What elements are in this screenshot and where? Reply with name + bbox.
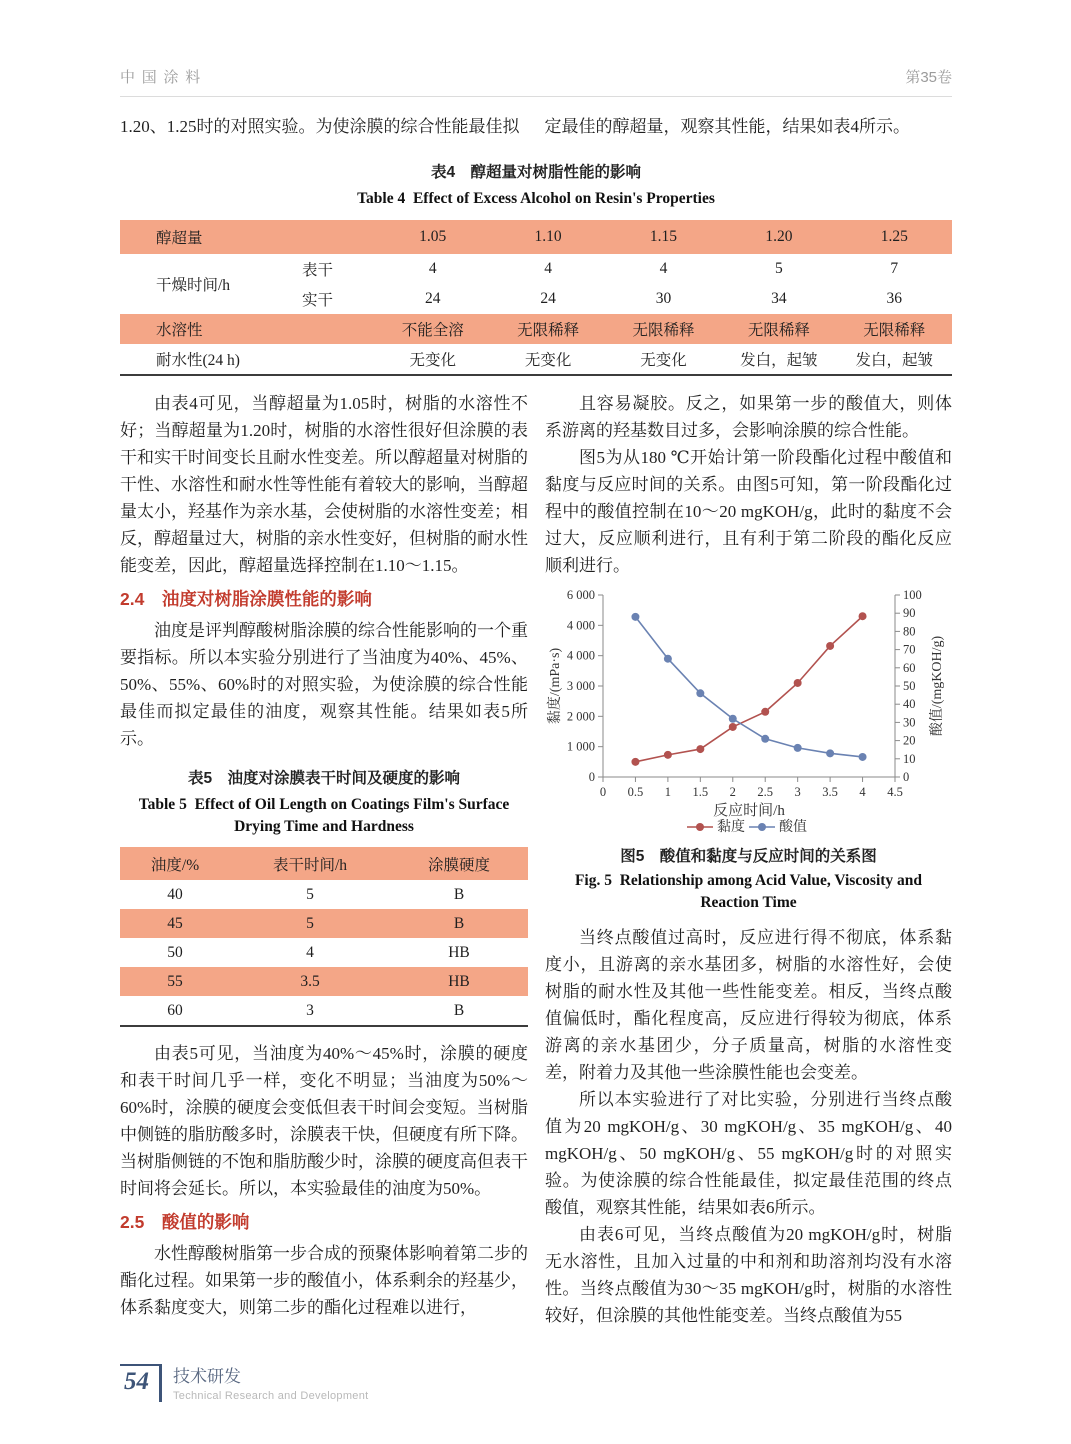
table-row — [120, 880, 528, 909]
two-column-body — [120, 390, 952, 1329]
paragraph: 油度是评判醇酸树脂涂膜的综合性能影响的一个重要指标。所以本实验分别进行了当油度为40%、45%、50%、55%、60%时的对照实验，为使涂膜的综合性能最佳而拟定最佳的油度，观察其性能。结果如表5所示。 — [120, 621, 528, 748]
page-footer — [120, 1364, 368, 1402]
table-cell: 30 — [655, 290, 672, 307]
svg-text:3 000: 3 000 — [566, 679, 595, 693]
footer-section-zh: 技术研发 — [173, 1367, 241, 1386]
figure5 — [545, 585, 952, 842]
svg-text:黏度: 黏度 — [717, 820, 745, 835]
paragraph: 由表5可见，当油度为40%～45%时，涂膜的硬度和表干时间几乎一样，变化不明显；当油度为50%～60%时，涂膜的硬度会变低但表干时间会变短。当树脂中侧链的脂肪酸多时，涂膜表干快，但硬度有所下降。当树脂侧链的不饱和脂肪酸少时，涂膜的硬度高但表干时间将会延长。所以，本实验最佳的油度为50%。 — [120, 1044, 528, 1198]
table-cell: 耐水性(24 h) — [156, 352, 240, 369]
table4 — [120, 220, 952, 376]
table-cell: B — [453, 1001, 465, 1019]
table-cell: 34 — [771, 290, 787, 307]
table-row — [120, 254, 952, 284]
intro-line — [120, 113, 952, 140]
table-cell: 无限稀释 — [863, 322, 926, 339]
table5-caption-zh: 表5 油度对涂膜表干时间及硬度的影响 — [187, 770, 461, 787]
svg-text:40: 40 — [903, 697, 916, 712]
table-cell: 7 — [890, 260, 899, 277]
table-cell: HB — [448, 943, 470, 961]
table-cell: 发白，起皱 — [855, 352, 934, 369]
table-cell: 无变化 — [409, 352, 456, 369]
svg-text:0.5: 0.5 — [627, 785, 644, 799]
paragraph: 当终点酸值过高时，反应进行得不彻底，体系黏度小，且游离的亲水基团多，树脂的水溶性好，会使树脂的耐水性及其他一些性能变差。相反，当终点酸值偏低时，酯化程度高，反应进行得较为彻底，体系游离的亲水基团少，分子质量高，树脂的水溶性变差，附着力及其他一些涂膜性能也会变差。 — [545, 928, 952, 1082]
table-cell: 1.15 — [649, 228, 678, 245]
paragraph: 由表4可见，当醇超量为1.05时，树脂的水溶性不好；当醇超量为1.20时，树脂的水溶性很好但涂膜的表干和实干时间变长且耐水性变差。所以醇超量对树脂的干性、水溶性和耐水性等性能有着较大的影响，当醇超量太小，羟基作为亲水基，会使树脂的水溶性变差；相反，醇超量过大，树脂的亲水性变好，但树脂的耐水性能变差，因此，醇超量选择控制在1.10～1.15。 — [120, 394, 528, 575]
svg-text:反应时间/h: 反应时间/h — [713, 803, 785, 819]
table-cell: 24 — [424, 290, 441, 307]
page-number-box — [120, 1364, 159, 1402]
footer-section — [173, 1364, 368, 1402]
table-cell: 表干 — [302, 262, 334, 279]
svg-text:0: 0 — [903, 770, 910, 784]
svg-text:4: 4 — [859, 785, 866, 799]
svg-text:80: 80 — [903, 624, 916, 639]
paragraph: 水性醇酸树脂第一步合成的预聚体影响着第二步的酯化过程。如果第一步的酸值小，体系剩余的羟基少，体系黏度变大，则第二步的酯化过程难以进行， — [120, 1244, 528, 1317]
svg-text:0: 0 — [588, 770, 595, 784]
svg-text:6 000: 6 000 — [566, 588, 595, 602]
table4-caption-zh: 表4 醇超量对树脂性能的影响 — [430, 164, 642, 181]
page-number: 54 — [124, 1368, 149, 1395]
table-cell: 醇超量 — [156, 230, 203, 247]
table-cell: 36 — [886, 290, 903, 307]
intro-left: 1.20、1.25时的对照实验。为使涂膜的综合性能最佳拟 — [120, 117, 520, 136]
paragraph: 由表6可见，当终点酸值为20 mgKOH/g时，树脂无水溶性，且加入过量的中和剂和助溶剂均没有水溶性。当终点酸值为30～35 mgKOH/g时，树脂的水溶性较好，但涂膜的其他性能变差。当终点酸值为55 — [545, 1225, 952, 1325]
table-cell: 4 — [544, 260, 552, 277]
table-cell: 5 — [306, 885, 314, 903]
svg-text:4 000: 4 000 — [566, 618, 595, 633]
table-cell: 60 — [167, 1001, 183, 1019]
table-cell: 40 — [167, 885, 183, 903]
svg-text:3: 3 — [794, 785, 801, 799]
svg-text:酸值: 酸值 — [779, 820, 807, 835]
svg-text:20: 20 — [903, 733, 916, 748]
table-cell: 5 — [306, 914, 314, 932]
table-cell: 无变化 — [524, 352, 572, 369]
table-row — [120, 996, 528, 1026]
table-cell: 4 — [428, 260, 437, 277]
figure5-chart — [545, 585, 952, 837]
table-cell: 1.20 — [765, 228, 793, 245]
table-cell: 55 — [167, 972, 183, 990]
table-cell: 实干 — [302, 292, 334, 309]
table-row — [120, 314, 952, 344]
figure5-caption-en-line2: Reaction Time — [700, 894, 797, 911]
table-row — [120, 220, 952, 254]
table-cell: 3 — [306, 1001, 314, 1019]
table-cell: 发白，起皱 — [740, 352, 818, 369]
table-cell: 无限稀释 — [632, 322, 695, 339]
svg-text:90: 90 — [903, 606, 916, 621]
table-cell: 无变化 — [640, 352, 687, 369]
intro-right: 定最佳的醇超量，观察其性能，结果如表4所示。 — [544, 117, 910, 136]
svg-text:2: 2 — [729, 785, 736, 799]
table-row — [120, 847, 528, 880]
table-cell: 1.05 — [419, 228, 447, 245]
svg-text:酸值/(mgKOH/g): 酸值/(mgKOH/g) — [930, 635, 945, 737]
section-heading-2-4: 2.4 油度对树脂涂膜性能的影响 — [120, 589, 372, 609]
svg-text:2 000: 2 000 — [566, 709, 595, 724]
figure5-caption-en-line1: Fig. 5 Relationship among Acid Value, Viscosity and — [574, 872, 923, 889]
journal-header — [120, 0, 952, 97]
svg-text:30: 30 — [903, 715, 916, 730]
svg-text:60: 60 — [903, 660, 916, 675]
table4-caption-en: Table 4 Effect of Excess Alcohol on Resin's Properties — [357, 190, 715, 207]
table-cell: 24 — [540, 290, 556, 307]
table-cell: 水溶性 — [156, 322, 203, 339]
left-column — [120, 390, 528, 1321]
table-cell: HB — [448, 972, 470, 990]
table-cell: 50 — [167, 943, 183, 961]
table5-caption-en: Table 5 Effect of Oil Length on Coatings Film's Surface Drying Time and Hardness — [138, 796, 510, 835]
table-cell: 涂膜硬度 — [427, 856, 490, 874]
table-row — [120, 909, 528, 938]
table-cell: 4 — [659, 260, 668, 277]
svg-text:1 000: 1 000 — [566, 739, 595, 754]
paragraph: 所以本实验进行了对比实验，分别进行当终点酸值为20 mgKOH/g、30 mgKOH/g、35 mgKOH/g、40 mgKOH/g、50 mgKOH/g、55 mgKOH/g时的对照实验。为使涂膜的综合性能最佳，拟定最佳范围的终点酸值，观察其性能，结果如表6所示。 — [545, 1090, 952, 1217]
table-cell: 3.5 — [300, 972, 320, 990]
table-cell: 不能全溶 — [401, 322, 464, 339]
svg-text:0: 0 — [599, 785, 607, 799]
svg-text:4 000: 4 000 — [566, 648, 595, 663]
table-cell: B — [453, 914, 465, 932]
svg-text:3.5: 3.5 — [822, 785, 838, 799]
svg-text:黏度/(mPa·s): 黏度/(mPa·s) — [548, 647, 563, 725]
journal-title: 中国涂料 — [120, 69, 208, 86]
table-cell: 油度/% — [150, 856, 200, 874]
footer-section-en: Technical Research and Development — [173, 1390, 369, 1402]
table-cell: 1.10 — [534, 228, 562, 245]
table-row — [120, 344, 952, 375]
figure5-caption-zh: 图5 酸值和黏度与反应时间的关系图 — [620, 848, 877, 865]
svg-text:100: 100 — [903, 588, 922, 602]
table-cell: 表干时间/h — [272, 856, 348, 874]
svg-text:70: 70 — [903, 642, 916, 657]
footer-divider — [159, 1364, 162, 1402]
right-column — [545, 390, 952, 1329]
table-cell: 4 — [306, 943, 314, 961]
table-cell: 无限稀释 — [517, 322, 580, 339]
svg-text:10: 10 — [903, 751, 916, 766]
table-cell: B — [453, 885, 465, 903]
table-row — [120, 967, 528, 996]
svg-text:1.5: 1.5 — [692, 785, 709, 799]
table-cell: 45 — [167, 914, 183, 932]
table-row — [120, 938, 528, 967]
table-cell: 5 — [775, 260, 783, 277]
svg-text:4.5: 4.5 — [887, 785, 903, 799]
table-cell: 1.25 — [880, 228, 908, 245]
table5 — [120, 847, 528, 1027]
volume-label: 第35卷 — [905, 69, 952, 86]
svg-text:50: 50 — [903, 679, 916, 693]
svg-text:1: 1 — [664, 785, 672, 799]
svg-text:2.5: 2.5 — [757, 785, 774, 799]
paragraph: 且容易凝胶。反之，如果第一步的酸值大，则体系游离的羟基数目过多，会影响涂膜的综合性能。 — [545, 394, 952, 440]
paragraph: 图5为从180 ℃开始计第一阶段酯化过程中酸值和黏度与反应时间的关系。由图5可知，第一阶段酯化过程中的酸值控制在10～20 mgKOH/g，此时的黏度不会过大，反应顺利进行，且有利于第二阶段的酯化反应顺利进行。 — [545, 448, 952, 575]
table-cell: 干燥时间/h — [156, 277, 231, 294]
page-content — [120, 0, 952, 1329]
section-heading-2-5: 2.5 酸值的影响 — [120, 1212, 250, 1232]
figure5-caption-en — [545, 870, 952, 914]
table-cell: 无限稀释 — [747, 322, 810, 339]
